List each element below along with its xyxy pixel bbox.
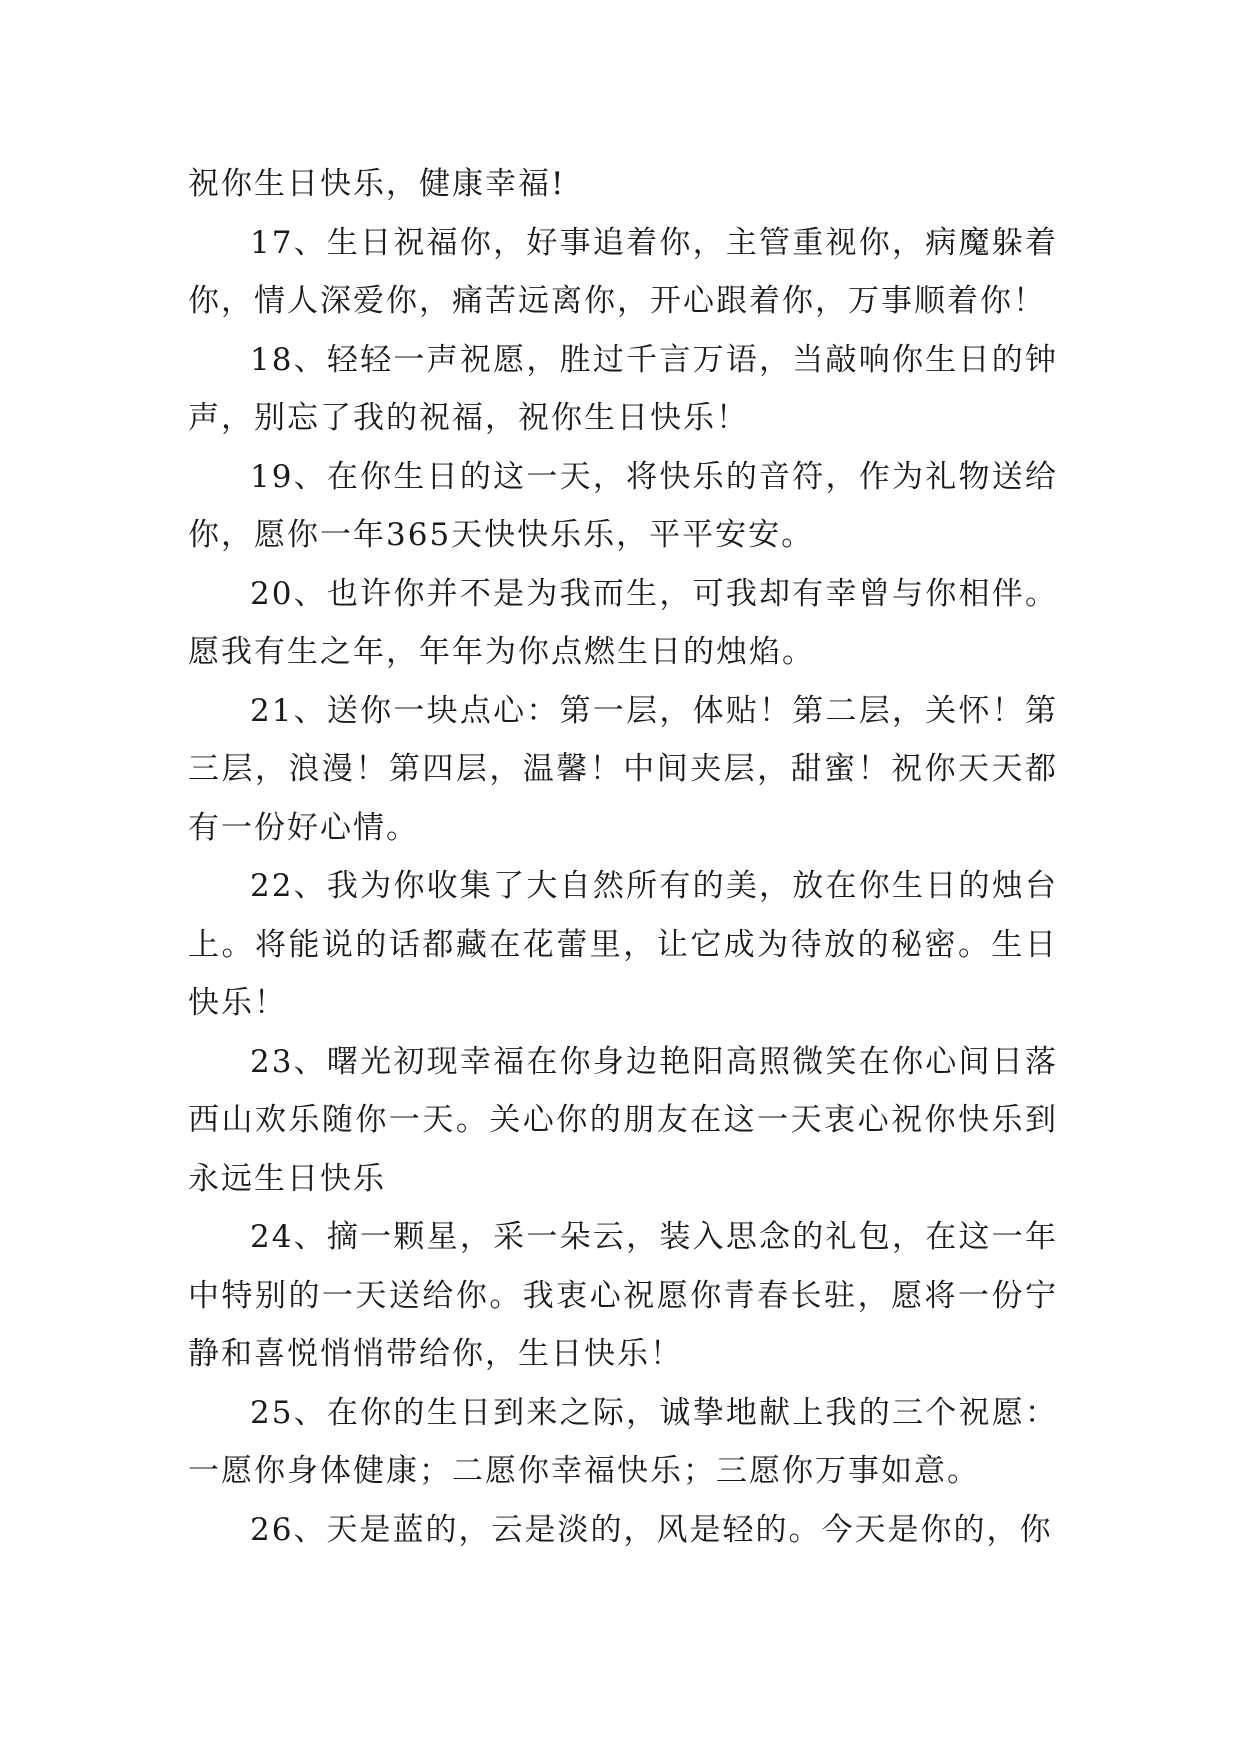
paragraph-24: 24、摘一颗星，采一朵云，装入思念的礼包，在这一年中特别的一天送给你。我衷心祝愿你青春长驻，愿将一份宁静和喜悦悄悄带给你，生日快乐！	[188, 1219, 1058, 1372]
paragraph-26: 26、天是蓝的，云是淡的，风是轻的。今天是你的，你	[250, 1511, 1053, 1548]
paragraph-22: 22、我为你收集了大自然所有的美，放在你生日的烛台上。将能说的话都藏在花蕾里，让它成为待放的秘密。生日快乐！	[188, 868, 1058, 1021]
document-body	[188, 155, 1058, 1559]
paragraph-23: 23、曙光初现幸福在你身边艳阳高照微笑在你心间日落西山欢乐随你一天。关心你的朋友在这一天衷心祝你快乐到永远生日快乐	[188, 1043, 1058, 1197]
paragraph-1: 祝你生日快乐，健康幸福!	[188, 166, 566, 202]
paragraph-17: 17、生日祝福你，好事追着你，主管重视你，病魔躲着你，情人深爱你，痛苦远离你，开心跟着你，万事顺着你！	[188, 224, 1058, 319]
paragraph-25: 25、在你的生日到来之际，诚挚地献上我的三个祝愿：一愿你身体健康；二愿你幸福快乐；三愿你万事如意。	[188, 1394, 1058, 1489]
paragraph-21: 21、送你一块点心：第一层，体贴！第二层，关怀！第三层，浪漫！第四层，温馨！中间夹层，甜蜜！祝你天天都有一份好心情。	[188, 692, 1058, 846]
paragraph-18: 18、轻轻一声祝愿，胜过千言万语，当敲响你生日的钟声，别忘了我的祝福，祝你生日快乐！	[188, 341, 1058, 436]
paragraph-19: 19、在你生日的这一天，将快乐的音符，作为礼物送给你，愿你一年365天快快乐乐，平平安安。	[188, 458, 1058, 553]
paragraph-20: 20、也许你并不是为我而生，可我却有幸曾与你相伴。愿我有生之年，年年为你点燃生日的烛焰。	[188, 575, 1058, 670]
